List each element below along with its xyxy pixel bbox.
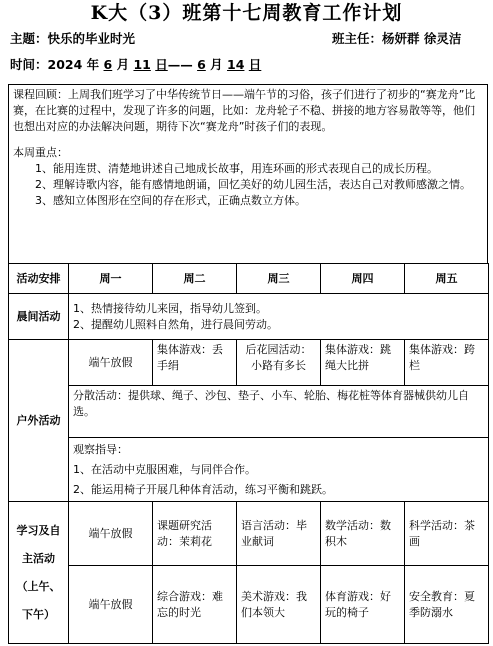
time-line <box>10 56 261 74</box>
outdoor-zones: 分散活动：提供球、绳子、沙包、垫子、小车、轮胎、梅花桩等体育器械供幼儿自选。 <box>69 386 489 438</box>
table-row <box>9 264 489 294</box>
morning-content <box>69 294 489 340</box>
learning-label-line-2: 主活动 <box>22 551 55 565</box>
teacher-label: 班主任： <box>332 31 383 46</box>
page-title: K大（3）班第十七周教育工作计划 <box>90 2 403 24</box>
learning-am-fri: 科学活动：茶画 <box>405 502 489 566</box>
guide-title: 观察指导： <box>73 442 128 456</box>
date-dash: —— <box>167 57 193 72</box>
theme-line <box>10 30 135 48</box>
theme-label: 主题： <box>10 31 48 46</box>
learning-label-line-3: （上午、 <box>16 579 61 593</box>
learning-am-mon: 端午放假 <box>69 502 153 566</box>
day-header-mon: 周一 <box>69 264 153 294</box>
end-month: 6 <box>197 57 206 72</box>
time-label: 时间：2024 年 <box>10 57 100 72</box>
learning-pm-thu: 体育游戏：好玩的椅子 <box>321 566 405 644</box>
learning-pm-fri: 安全教育：夏季防溺水 <box>405 566 489 644</box>
morning-line-1: 1、热情接待幼儿来园，指导幼儿签到。 <box>73 301 267 315</box>
outdoor-thu: 集体游戏：跳绳大比拼 <box>321 340 405 386</box>
focus-title: 本周重点： <box>13 146 68 159</box>
learning-am-thu: 数学活动：数积木 <box>321 502 405 566</box>
focus-item-1: 1、能用连贯、清楚地讲述自己地成长故事，用连环画的形式表现自己的成长历程。 <box>35 162 438 175</box>
course-review: 课程回顾：上周我们班学习了中华传统节日——端午节的习俗，孩子们进行了初步的“赛龙舟”比赛，在比赛的过程中，发现了许多的问题，比如：龙舟轮子不稳、拼接的地方容易散等等，他们也想出对应的办法解决问题，期待下次“赛龙舟”时孩子们的表现。 <box>13 88 476 133</box>
learning-am-wed: 语言活动：毕业献词 <box>237 502 321 566</box>
focus-item-2: 2、理解诗歌内容，能有感情地朗诵，回忆美好的幼儿园生活，表达自己对教师感激之情。 <box>35 178 471 191</box>
outdoor-guide <box>69 438 489 502</box>
day-header-fri: 周五 <box>405 264 489 294</box>
outdoor-label: 户外活动 <box>9 340 69 502</box>
day-header-thu: 周四 <box>321 264 405 294</box>
start-day-char: 日 <box>155 57 168 72</box>
table-row <box>9 438 489 502</box>
table-row <box>9 386 489 438</box>
start-month-char: 月 <box>116 57 130 72</box>
guide-line-2: 2、能运用椅子开展几种体育活动，练习平衡和跳跃。 <box>73 482 333 496</box>
end-day-char: 日 <box>248 57 262 72</box>
guide-line-1: 1、在活动中克服困难，与同伴合作。 <box>73 462 256 476</box>
learning-pm-mon: 端午放假 <box>69 566 153 644</box>
learning-pm-tue: 综合游戏：难忘的时光 <box>153 566 237 644</box>
outdoor-mon: 端午放假 <box>69 340 153 386</box>
day-header-wed: 周三 <box>237 264 321 294</box>
end-month-char: 月 <box>210 57 223 72</box>
corner-cell: 活动安排 <box>9 264 69 294</box>
morning-line-2: 2、提醒幼儿照料自然角，进行晨间劳动。 <box>73 317 278 331</box>
table-row <box>9 566 489 644</box>
teacher-names: 杨妍群 徐灵洁 <box>382 31 462 46</box>
start-day: 11 <box>133 57 151 72</box>
outdoor-wed: 后花园活动：小路有多长 <box>237 340 321 386</box>
focus-item-3: 3、感知立体图形在空间的存在形式，正确点数立方体。 <box>35 194 306 207</box>
learning-label-line-1: 学习及自 <box>16 523 61 537</box>
start-month: 6 <box>103 57 113 72</box>
recap-box <box>8 84 488 264</box>
learning-label <box>9 502 69 644</box>
learning-pm-wed: 美术游戏：我们本领大 <box>237 566 321 644</box>
outdoor-fri: 集体游戏：跨栏 <box>405 340 489 386</box>
learning-am-tue: 课题研究活动：茉莉花 <box>153 502 237 566</box>
morning-label: 晨间活动 <box>9 294 69 340</box>
theme-value: 快乐的毕业时光 <box>47 31 136 46</box>
table-row <box>9 340 489 386</box>
day-header-tue: 周二 <box>153 264 237 294</box>
schedule-table <box>8 263 489 644</box>
learning-label-line-4: 下午） <box>22 607 55 621</box>
teacher-line <box>332 30 461 48</box>
outdoor-tue: 集体游戏：丢手绢 <box>153 340 237 386</box>
table-row <box>9 502 489 566</box>
table-row <box>9 294 489 340</box>
end-day: 14 <box>227 57 245 72</box>
